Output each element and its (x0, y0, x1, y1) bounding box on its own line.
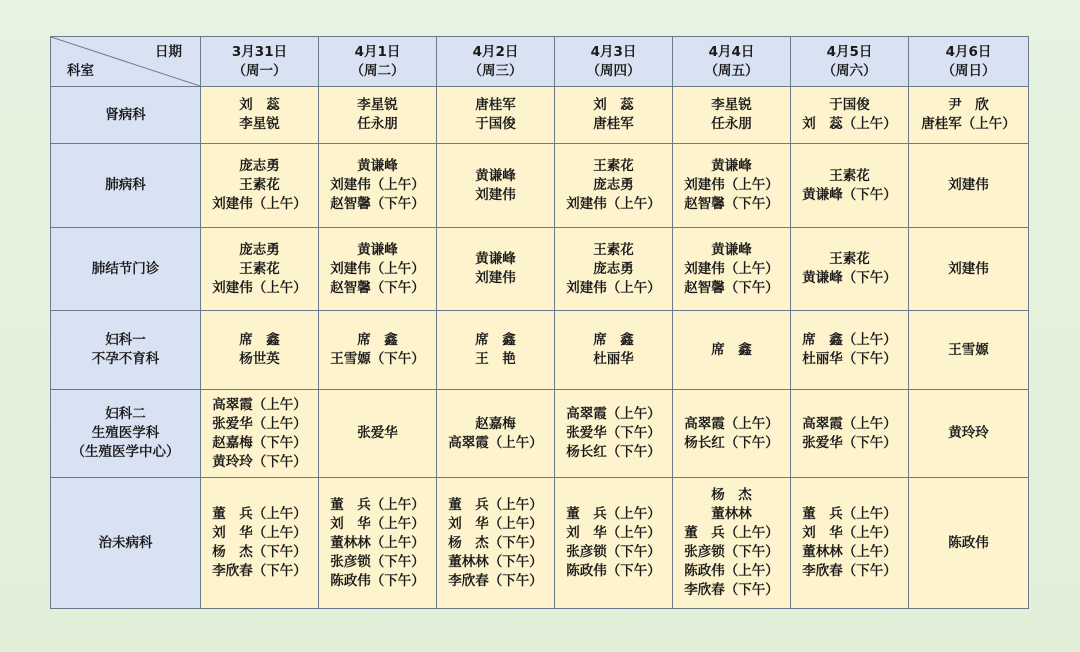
schedule-cell (909, 390, 1029, 478)
doctor-name: 赵智馨（下午） (330, 279, 425, 296)
dept-cell (51, 390, 201, 478)
dept-row (51, 311, 1029, 390)
schedule-cell (201, 390, 319, 478)
date-label: 3月31日 (231, 43, 288, 60)
schedule-cell (673, 311, 791, 390)
schedule-cell (319, 144, 437, 228)
doctor-name: 李星锐 (239, 116, 280, 132)
dept-label: 妇科一 (105, 332, 146, 348)
header-row (51, 37, 1029, 87)
doctor-name: 刘 华（上午） (802, 525, 897, 541)
doctor-name: 赵智馨（下午） (684, 279, 779, 296)
doctor-name: 刘建伟 (948, 260, 989, 277)
date-label: 4月4日 (708, 43, 755, 60)
schedule-cell (909, 87, 1029, 144)
dept-label: 肺结节门诊 (91, 260, 160, 277)
schedule-cell (201, 144, 319, 228)
doctor-name: 张彦锁（下午） (684, 544, 779, 560)
doctor-name: 席 鑫 (475, 332, 516, 348)
doctor-name: 王素花 (829, 251, 870, 267)
doctor-name: 董林林（上午） (802, 544, 897, 560)
dept-row (51, 478, 1029, 609)
schedule-cell (437, 144, 555, 228)
date-label: 4月6日 (945, 43, 992, 60)
doctor-name: 陈政伟 (948, 534, 989, 551)
doctor-name: 刘 华（上午） (330, 515, 425, 532)
doctor-name: 董 兵（上午） (802, 506, 897, 522)
doctor-name: 于国俊 (829, 97, 870, 113)
schedule-cell (437, 311, 555, 390)
doctor-name: 高翠霞（上午） (684, 415, 779, 432)
dept-label: 肾病科 (105, 106, 146, 123)
dept-label: 肺病科 (105, 177, 146, 193)
doctor-name: 黄玲玲（下午） (212, 453, 307, 470)
doctor-name: 刘建伟 (948, 177, 989, 193)
doctor-name: 董林林（下午） (448, 553, 543, 570)
schedule-cell (437, 87, 555, 144)
doctor-name: 黄谦峰（下午） (802, 270, 897, 286)
doctor-name: 王素花 (239, 177, 280, 193)
doctor-name: 刘建伟（上午） (684, 177, 779, 193)
doctor-name: 王雪嫄 (948, 341, 989, 358)
schedule-cell (555, 144, 673, 228)
doctor-name: 庞志勇 (239, 158, 280, 174)
doctor-name: 庞志勇 (593, 177, 634, 193)
dept-label: （生殖医学中心） (71, 444, 180, 460)
doctor-name: 张爱华 (357, 425, 398, 441)
doctor-name: 刘建伟（上午） (212, 196, 307, 212)
doctor-name: 赵智馨（下午） (684, 196, 779, 212)
doctor-name: 杨世英 (239, 351, 280, 367)
doctor-name: 刘 蕊（上午） (802, 116, 897, 132)
schedule-cell (555, 87, 673, 144)
doctor-name: 王素花 (829, 167, 870, 184)
doctor-name: 李欣春（下午） (684, 582, 779, 598)
schedule-cell (673, 228, 791, 311)
doctor-name: 杨长红（下午） (566, 444, 661, 460)
date-header (909, 37, 1029, 87)
doctor-name: 刘 蕊 (239, 97, 280, 113)
doctor-name: 于国俊 (475, 116, 516, 132)
doctor-name: 李欣春（下午） (212, 563, 307, 579)
schedule-cell (319, 87, 437, 144)
dept-cell (51, 144, 201, 228)
doctor-name: 董 兵（上午） (330, 496, 425, 513)
doctor-name: 刘建伟（上午） (330, 177, 425, 193)
doctor-name: 黄谦峰 (711, 158, 752, 174)
doctor-name: 张爱华（上午） (212, 415, 307, 432)
doctor-name: 董 兵（上午） (448, 496, 543, 513)
doctor-name: 席 鑫 (239, 332, 280, 348)
schedule-cell (555, 478, 673, 609)
schedule-cell (319, 311, 437, 390)
schedule-cell (673, 390, 791, 478)
doctor-name: 黄谦峰 (357, 241, 398, 258)
schedule-cell (791, 390, 909, 478)
schedule-cell (201, 311, 319, 390)
doctor-name: 黄谦峰 (711, 241, 752, 258)
doctor-name: 唐桂军 (593, 116, 634, 132)
doctor-name: 刘 蕊 (593, 97, 634, 113)
doctor-name: 席 鑫（上午） (802, 332, 897, 348)
doctor-name: 席 鑫 (711, 341, 752, 358)
doctor-name: 董 兵（上午） (684, 525, 779, 541)
doctor-name: 席 鑫 (357, 332, 398, 348)
doctor-name: 王素花 (593, 241, 634, 258)
date-header (673, 37, 791, 87)
doctor-name: 刘 华（上午） (212, 525, 307, 541)
schedule-cell (555, 228, 673, 311)
dept-cell (51, 311, 201, 390)
doctor-name: 董 兵（上午） (566, 506, 661, 522)
dept-row (51, 87, 1029, 144)
dept-label: 不孕不育科 (91, 351, 160, 367)
schedule-cell (673, 87, 791, 144)
doctor-name: 黄谦峰 (475, 251, 516, 267)
doctor-name: 黄谦峰 (475, 167, 516, 184)
schedule-cell (673, 478, 791, 609)
schedule-cell (791, 144, 909, 228)
schedule-cell (909, 144, 1029, 228)
schedule-cell (201, 478, 319, 609)
doctor-name: 李星锐 (357, 97, 398, 113)
doctor-name: 杜丽华 (593, 351, 634, 367)
date-label: 4月5日 (826, 43, 873, 60)
schedule-cell (909, 228, 1029, 311)
doctor-name: 唐桂军 (475, 97, 516, 113)
date-header (791, 37, 909, 87)
doctor-name: 庞志勇 (593, 260, 634, 277)
corner-dept-label: 科室 (67, 63, 94, 79)
dept-cell (51, 478, 201, 609)
date-label: 4月2日 (472, 43, 519, 60)
doctor-name: 唐桂军（上午） (921, 116, 1016, 132)
date-label: 4月3日 (590, 43, 637, 60)
doctor-name: 刘建伟（上午） (684, 260, 779, 277)
doctor-name: 李欣春（下午） (448, 572, 543, 589)
doctor-name: 刘 华（上午） (448, 515, 543, 532)
doctor-name: 张爱华（下午） (566, 425, 661, 441)
schedule-cell (555, 390, 673, 478)
doctor-name: 刘建伟（上午） (566, 196, 661, 212)
doctor-name: 刘建伟 (475, 270, 516, 286)
doctor-name: 黄玲玲 (948, 425, 989, 441)
doctor-name: 王 艳 (475, 351, 516, 367)
weekday-label: （周三） (468, 62, 523, 79)
clinic-schedule-table (50, 36, 1029, 609)
schedule-cell (437, 228, 555, 311)
dept-cell (51, 228, 201, 311)
doctor-name: 刘 华（上午） (566, 525, 661, 541)
doctor-name: 刘建伟 (475, 186, 516, 203)
doctor-name: 杨 杰（下午） (212, 544, 307, 560)
doctor-name: 任永朋 (711, 116, 752, 132)
dept-row (51, 390, 1029, 478)
weekday-label: （周四） (586, 62, 641, 79)
doctor-name: 张爱华（下午） (802, 434, 897, 451)
doctor-name: 张彦锁（下午） (330, 553, 425, 570)
doctor-name: 董 兵（上午） (212, 506, 307, 522)
doctor-name: 李欣春（下午） (802, 563, 897, 579)
doctor-name: 赵嘉梅（下午） (212, 434, 307, 451)
doctor-name: 席 鑫 (593, 332, 634, 348)
schedule-cell (319, 390, 437, 478)
schedule-cell (791, 87, 909, 144)
date-header (437, 37, 555, 87)
dept-row (51, 228, 1029, 311)
corner-header (51, 37, 201, 87)
doctor-name: 杜丽华（下午） (802, 351, 897, 367)
schedule-cell (319, 478, 437, 609)
doctor-name: 王雪嫄（下午） (330, 351, 425, 367)
doctor-name: 尹 欣 (948, 97, 989, 113)
schedule-cell (791, 311, 909, 390)
doctor-name: 黄谦峰 (357, 158, 398, 174)
doctor-name: 任永朋 (357, 116, 398, 132)
doctor-name: 王素花 (593, 158, 634, 174)
dept-label: 治未病科 (98, 534, 153, 551)
doctor-name: 李星锐 (711, 97, 752, 113)
doctor-name: 刘建伟（上午） (566, 279, 661, 296)
schedule-cell (201, 87, 319, 144)
weekday-label: （周日） (941, 62, 996, 79)
doctor-name: 刘建伟（上午） (330, 260, 425, 277)
doctor-name: 庞志勇 (239, 241, 280, 258)
doctor-name: 陈政伟（下午） (330, 572, 425, 589)
doctor-name: 王素花 (239, 260, 280, 277)
dept-row (51, 144, 1029, 228)
date-header (201, 37, 319, 87)
doctor-name: 赵嘉梅 (475, 415, 516, 432)
doctor-name: 杨长红（下午） (684, 434, 779, 451)
schedule-cell (673, 144, 791, 228)
schedule-cell (201, 228, 319, 311)
weekday-label: （周五） (704, 62, 759, 79)
dept-cell (51, 87, 201, 144)
schedule-cell (555, 311, 673, 390)
date-header (319, 37, 437, 87)
dept-label: 妇科二 (105, 406, 146, 422)
doctor-name: 黄谦峰（下午） (802, 186, 897, 203)
doctor-name: 董林林 (711, 506, 752, 522)
schedule-cell (791, 228, 909, 311)
schedule-cell (791, 478, 909, 609)
schedule-cell (909, 478, 1029, 609)
doctor-name: 张彦锁（下午） (566, 544, 661, 560)
doctor-name: 高翠霞（上午） (802, 415, 897, 432)
weekday-label: （周二） (350, 62, 405, 79)
doctor-name: 赵智馨（下午） (330, 196, 425, 212)
doctor-name: 杨 杰（下午） (448, 534, 543, 551)
weekday-label: （周一） (232, 62, 287, 79)
date-label: 4月1日 (354, 43, 401, 60)
weekday-label: （周六） (822, 62, 877, 79)
doctor-name: 高翠霞（上午） (448, 434, 543, 451)
doctor-name: 高翠霞（上午） (566, 406, 661, 422)
doctor-name: 杨 杰 (711, 487, 752, 503)
schedule-cell (437, 478, 555, 609)
doctor-name: 陈政伟（上午） (684, 563, 779, 579)
corner-date-label: 日期 (155, 44, 182, 60)
date-header (555, 37, 673, 87)
doctor-name: 陈政伟（下午） (566, 563, 661, 579)
schedule-cell (319, 228, 437, 311)
doctor-name: 刘建伟（上午） (212, 279, 307, 296)
doctor-name: 高翠霞（上午） (212, 396, 307, 413)
schedule-cell (909, 311, 1029, 390)
dept-label: 生殖医学科 (91, 425, 160, 441)
schedule-cell (437, 390, 555, 478)
doctor-name: 董林林（上午） (330, 534, 425, 551)
